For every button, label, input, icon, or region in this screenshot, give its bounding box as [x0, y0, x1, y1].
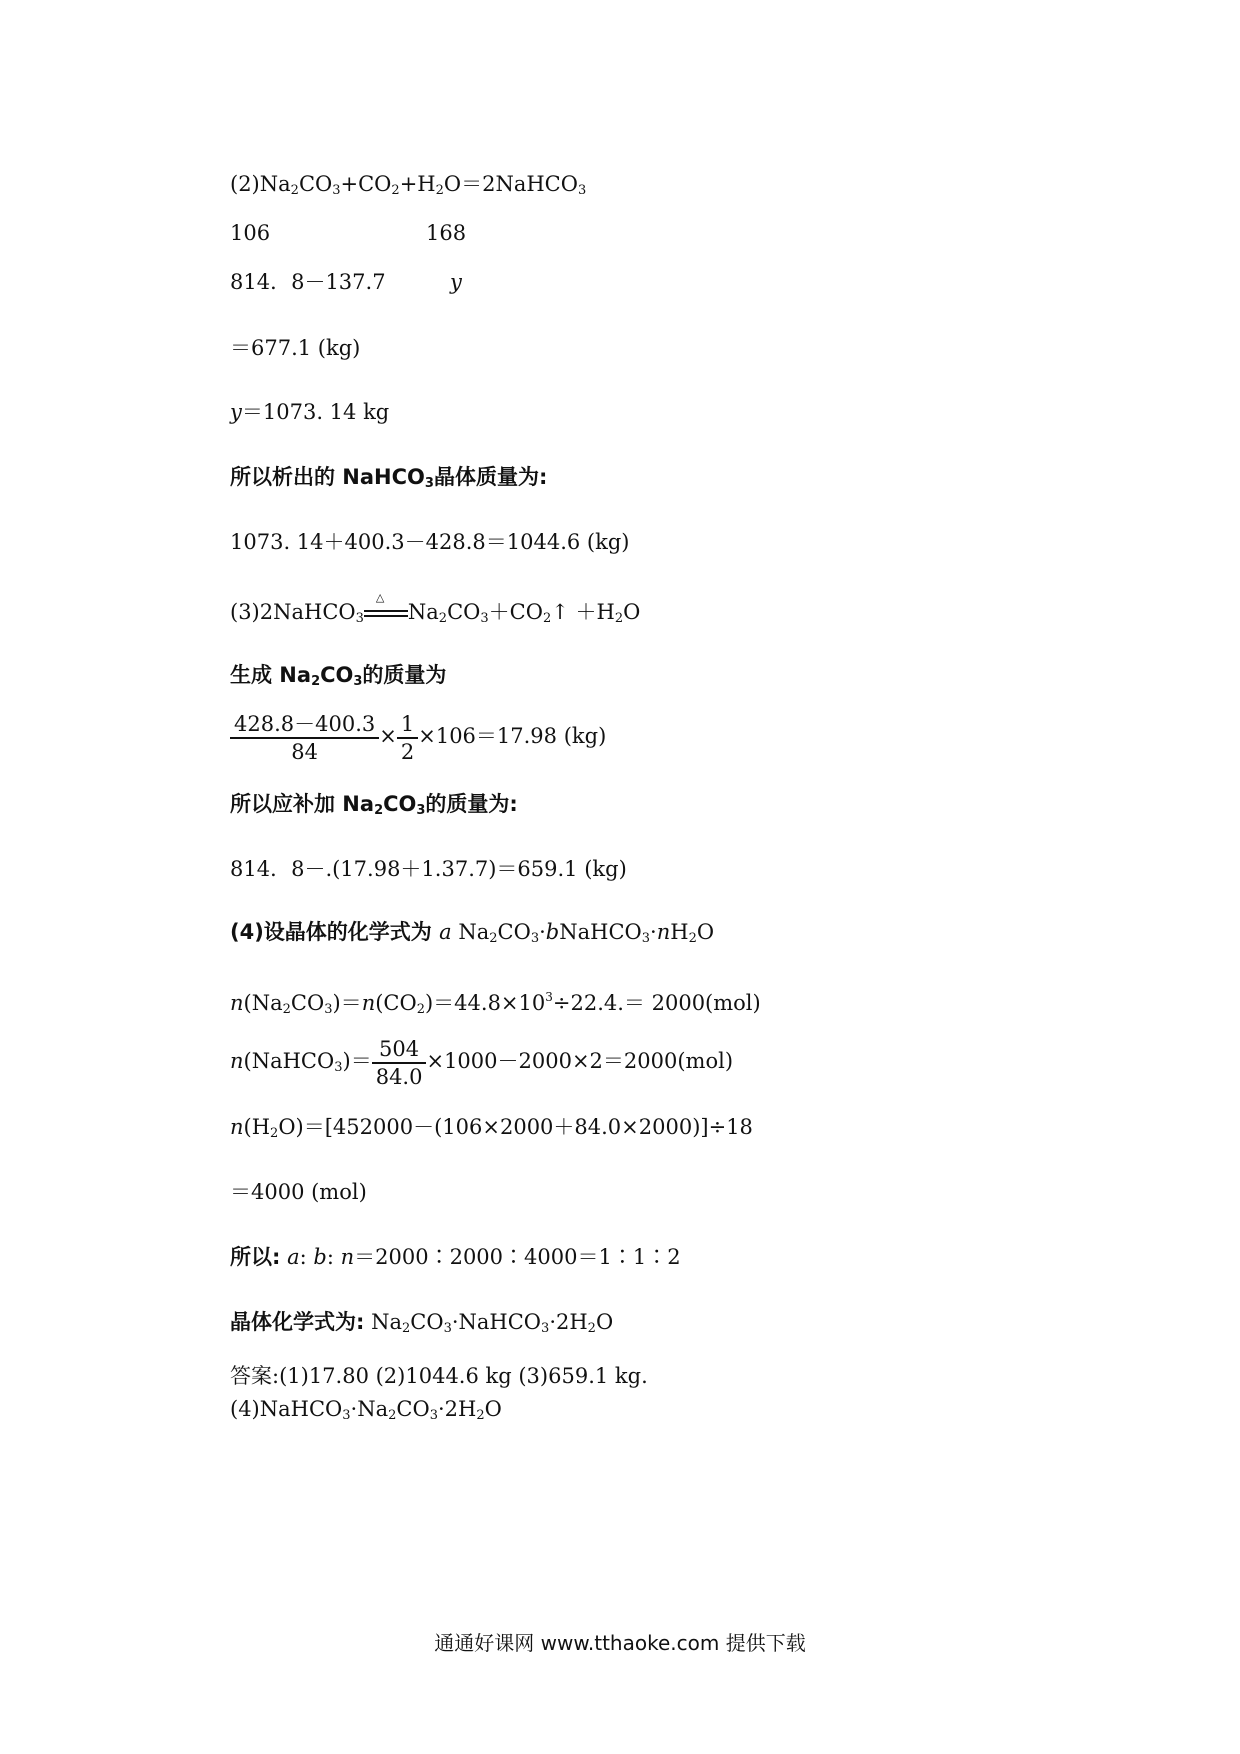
heat-triangle-icon: △ — [375, 591, 385, 604]
nahco3-calc: 1073. 14＋400.3－428.8＝1044.6 (kg) — [230, 530, 630, 554]
subscript: 3 — [324, 1002, 333, 1017]
heading-supplement-mass — [230, 790, 518, 825]
var-a: a — [287, 1245, 300, 1269]
text: ÷22.4.＝ 2000(mol) — [552, 991, 761, 1015]
text: (4)设晶体的化学式为 — [230, 920, 440, 944]
text: (H — [243, 1115, 271, 1139]
subscript: 3 — [541, 1321, 550, 1336]
ratio-line — [230, 1243, 681, 1271]
denominator: 84 — [291, 739, 318, 764]
denominator: 2 — [400, 739, 415, 764]
fraction-half — [397, 711, 418, 765]
subscript: 2 — [311, 674, 321, 689]
text: (3)2NaHCO — [230, 600, 356, 624]
n-h2o-result: ＝4000 (mol) — [230, 1180, 367, 1204]
heading-nahco3-mass — [230, 463, 547, 498]
text: 所以: — [230, 1245, 281, 1269]
heat-condition — [364, 591, 408, 626]
var-n: n — [230, 1115, 244, 1139]
subscript: 2 — [391, 183, 400, 198]
subscript: 3 — [332, 183, 341, 198]
subscript: 2 — [438, 611, 448, 626]
mass-result: ＝677.1 (kg) — [230, 336, 361, 360]
text: 的质量为 — [362, 663, 447, 687]
text: ·2H — [437, 1397, 477, 1421]
subscript: 2 — [435, 183, 444, 198]
subscript: 2 — [290, 183, 299, 198]
text: (NaHCO — [243, 1049, 335, 1073]
text: O — [484, 1397, 502, 1421]
text: 晶体质量为: — [433, 465, 548, 489]
text: Na — [371, 1310, 402, 1334]
text: NaHCO — [559, 920, 642, 944]
double-line — [364, 610, 408, 617]
heading-generated-mass — [230, 661, 446, 696]
subscript: 2 — [476, 1408, 485, 1423]
value-168: 168 — [426, 221, 467, 245]
text: O — [623, 600, 641, 624]
text: Na — [407, 600, 439, 624]
subscript: 3 — [429, 1408, 438, 1423]
text: (4)NaHCO — [230, 1397, 343, 1421]
superscript: 3 — [545, 990, 553, 1004]
fraction — [230, 711, 379, 765]
subscript: 3 — [443, 1321, 452, 1336]
subscript: 3 — [416, 803, 426, 818]
text: 生成 Na — [230, 663, 312, 687]
text: )＝44.8×10 — [424, 991, 546, 1015]
numerator: 1 — [397, 711, 418, 739]
text: : — [299, 1245, 307, 1269]
subscript: 2 — [270, 1126, 279, 1141]
text: ×106＝17.98 (kg) — [418, 724, 607, 748]
numerator: 504 — [372, 1036, 427, 1064]
text: CO — [396, 1397, 430, 1421]
unknown-y: y — [230, 400, 242, 424]
equation-2 — [230, 170, 586, 205]
text: 所以应补加 Na — [230, 792, 375, 816]
text: CO — [447, 600, 481, 624]
text: Na — [451, 920, 490, 944]
denominator: 84.0 — [375, 1064, 423, 1089]
mass-row — [230, 268, 462, 296]
text: CO — [290, 991, 325, 1015]
text: CO — [410, 1310, 444, 1334]
var-a: a — [439, 920, 452, 944]
var-b: b — [545, 920, 560, 944]
text: (Na — [243, 991, 283, 1015]
text: +H — [399, 172, 436, 196]
n-h2o — [230, 1113, 753, 1148]
text: 所以析出的 NaHCO — [230, 465, 425, 489]
subscript: 3 — [334, 1060, 343, 1075]
text: O — [595, 1310, 614, 1334]
mass-expression: 814．8－137.7 — [230, 270, 386, 294]
unknown-y: y — [450, 270, 462, 294]
text: ·Na — [350, 1397, 389, 1421]
subscript: 3 — [577, 183, 587, 198]
subscript: 2 — [587, 1321, 596, 1336]
subscript: 2 — [388, 1408, 397, 1423]
subscript: 3 — [424, 476, 434, 491]
text: × — [379, 724, 397, 748]
text: CO — [298, 172, 333, 196]
crystal-formula — [230, 1308, 613, 1343]
fraction — [372, 1036, 427, 1090]
n-nahco3 — [230, 1033, 733, 1096]
numerator: 428.8－400.3 — [230, 711, 379, 739]
text: O＝2NaHCO — [443, 172, 578, 196]
var-n: n — [656, 920, 671, 944]
text: )＝ — [332, 991, 362, 1015]
subscript: 3 — [480, 611, 489, 626]
value-106: 106 — [230, 221, 271, 245]
text: (CO — [375, 991, 417, 1015]
formula-setup — [230, 918, 714, 953]
text: ＝2000∶2000∶4000＝1∶1∶2 — [354, 1245, 681, 1269]
var-n: n — [230, 991, 244, 1015]
subscript: 2 — [282, 1002, 291, 1017]
answer-line-4 — [230, 1395, 502, 1430]
subscript: 2 — [374, 803, 384, 818]
subscript: 3 — [641, 931, 651, 946]
text: ·NaHCO — [451, 1310, 542, 1334]
y-result — [230, 398, 389, 426]
var-n: n — [230, 1049, 244, 1073]
text: (2)Na — [230, 172, 291, 196]
molar-mass-row — [230, 219, 467, 247]
subscript: 2 — [688, 931, 697, 946]
subscript: 3 — [355, 611, 364, 626]
subscript: 3 — [530, 931, 540, 946]
subscript: 2 — [416, 1002, 425, 1017]
subscript: 2 — [614, 611, 624, 626]
text: ＝1073. 14 kg — [241, 400, 390, 424]
text: ＋CO — [488, 600, 543, 624]
supplement-calc: 814．8－.(17.98＋1.37.7)＝659.1 (kg) — [230, 857, 627, 881]
text: H — [670, 920, 689, 944]
text: · — [539, 920, 546, 944]
answer-line: 答案:(1)17.80 (2)1044.6 kg (3)659.1 kg. — [230, 1364, 648, 1388]
text: +CO — [340, 172, 392, 196]
text: ↑ ＋H — [551, 600, 615, 624]
subscript: 2 — [542, 611, 552, 626]
text: CO — [383, 792, 417, 816]
text: ×1000－2000×2＝2000(mol) — [426, 1049, 734, 1073]
subscript: 3 — [342, 1408, 351, 1423]
n-na2co3 — [230, 983, 761, 1024]
subscript: 2 — [489, 931, 498, 946]
equation-3 — [230, 591, 641, 633]
var-n: n — [340, 1245, 355, 1269]
subscript: 3 — [353, 674, 363, 689]
text: ·2H — [549, 1310, 588, 1334]
text: · — [650, 920, 657, 944]
text: CO — [320, 663, 354, 687]
text: O)＝[452000－(106×2000＋84.0×2000)]÷18 — [278, 1115, 753, 1139]
fraction-calc — [230, 708, 606, 765]
page-footer: 通通好课网 www.tthaoke.com 提供下载 — [434, 1631, 806, 1655]
text: 晶体化学式为: — [230, 1310, 365, 1334]
var-b: b — [313, 1245, 327, 1269]
text: : — [326, 1245, 334, 1269]
subscript: 2 — [402, 1321, 411, 1336]
var-n: n — [361, 991, 376, 1015]
text: )＝ — [342, 1049, 372, 1073]
text: CO — [497, 920, 531, 944]
text: 的质量为: — [425, 792, 518, 816]
text: O — [696, 920, 715, 944]
